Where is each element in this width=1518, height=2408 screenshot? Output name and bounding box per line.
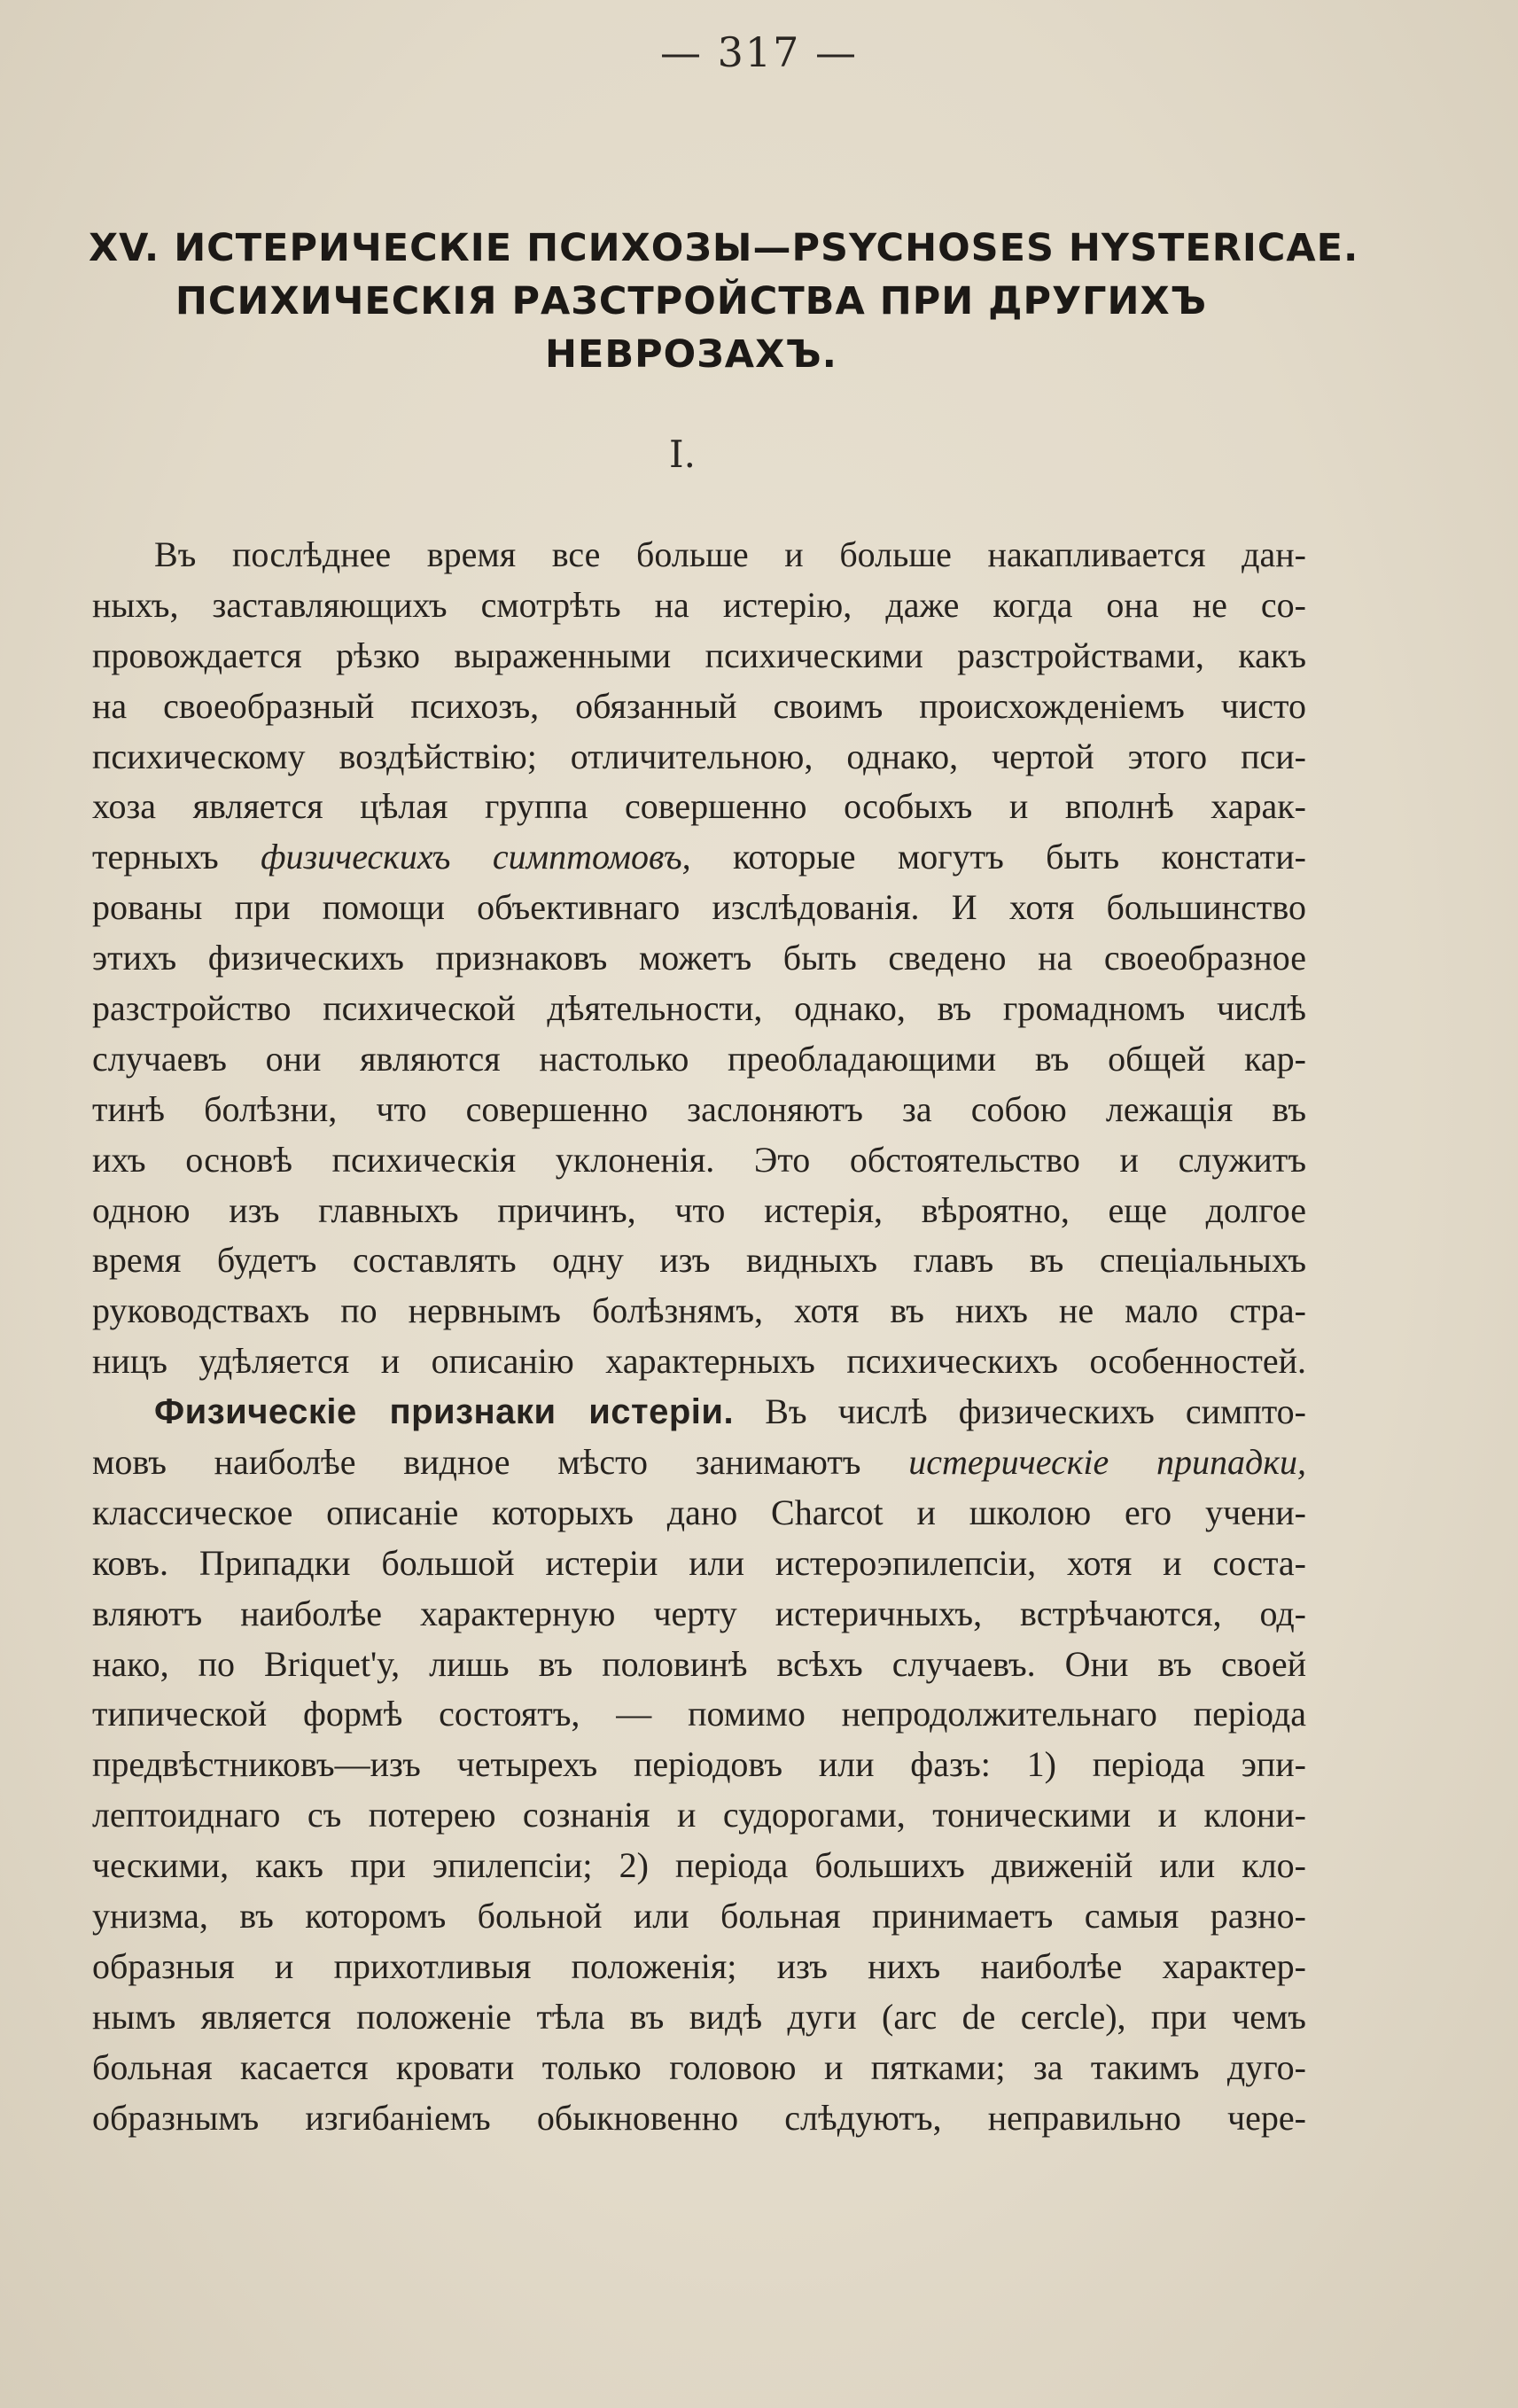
text-line: классическое описаніе которыхъ дано Charcot и школою его учени-	[92, 1492, 1306, 1532]
chapter-heading-line: ПСИХИЧЕСКІЯ РАЗСТРОЙСТВА ПРИ ДРУГИХЪ	[175, 279, 1208, 323]
chapter-heading	[89, 222, 1359, 381]
text-segment: которые могутъ быть констати-	[733, 837, 1306, 877]
text-line	[92, 1438, 1306, 1488]
text-line: одною изъ главныхъ причинъ, что истерія, вѣроятно, еще долгое	[92, 1189, 1306, 1230]
text-line	[92, 832, 1306, 883]
text-line: тинѣ болѣзни, что совершенно заслоняютъ за собою лежащія въ	[92, 1088, 1306, 1129]
text-segment: мовъ наиболѣе видное мѣсто занимаютъ	[92, 1442, 861, 1483]
text-line: провождается рѣзко выраженными психическими разстройствами, какъ	[92, 635, 1306, 675]
text-line: время будетъ составлять одну изъ видныхъ главъ въ спеціальныхъ	[92, 1240, 1306, 1281]
chapter-heading-line: НЕВРОЗАХЪ.	[545, 332, 837, 377]
page-number: — 317 —	[659, 28, 859, 76]
text-line: унизма, въ которомъ больной или больная принимаетъ самыя разно-	[92, 1896, 1306, 1937]
text-line: ческими, какъ при эпилепсіи; 2) періода большихъ движеній или кло-	[92, 1845, 1306, 1886]
emphasis-hysterical-fits: истерическіе припадки,	[908, 1442, 1306, 1483]
text-line: больная касается кровати только головою и пятками; за такимъ дуго-	[92, 2046, 1306, 2087]
text-line: на своеобразный психозъ, обязанный своимъ происхожденіемъ чисто	[92, 685, 1306, 726]
text-line: образнымъ изгибаніемъ обыкновенно слѣдуютъ, неправильно чере-	[92, 2097, 1306, 2138]
body-text	[92, 530, 1306, 2144]
text-line: нымъ является положеніе тѣла въ видѣ дуги (arc de cercle), при чемъ	[92, 1996, 1306, 2037]
text-line: рованы при помощи объективнаго изслѣдованія. И хотя большинство	[92, 887, 1306, 928]
text-line: разстройство психической дѣятельности, однако, въ громадномъ числѣ	[92, 988, 1306, 1029]
text-line: Въ послѣднее время все больше и больше накапливается дан-	[154, 534, 1306, 574]
text-line: руководствахъ по нервнымъ болѣзнямъ, хотя въ нихъ не мало стра-	[92, 1290, 1306, 1331]
run-in-heading: Физическіе признаки истеріи.	[154, 1392, 735, 1432]
text-line: ковъ. Припадки большой истеріи или истероэпилепсіи, хотя и соста-	[92, 1542, 1306, 1583]
section-numeral: I.	[669, 433, 696, 476]
text-segment: Въ числѣ физическихъ симпто-	[765, 1391, 1306, 1432]
text-line: ихъ основѣ психическія уклоненія. Это обстоятельство и служитъ	[92, 1139, 1306, 1180]
text-line: ныхъ, заставляющихъ смотрѣть на истерію, даже когда она не со-	[92, 584, 1306, 625]
text-line: случаевъ они являются настолько преобладающими въ общей кар-	[92, 1038, 1306, 1079]
text-line: предвѣстниковъ—изъ четырехъ періодовъ или фазъ: 1) періода эпи-	[92, 1744, 1306, 1785]
text-line: ницъ удѣляется и описанію характерныхъ психическихъ особенностей.	[92, 1341, 1306, 1382]
text-line: хоза является цѣлая группа совершенно особыхъ и вполнѣ харак-	[92, 786, 1306, 827]
text-line: психическому воздѣйствію; отличительною, однако, чертой этого пси-	[92, 736, 1306, 776]
text-line: этихъ физическихъ признаковъ можетъ быть сведено на своеобразное	[92, 938, 1306, 978]
text-line: лептоиднаго съ потерею сознанія и судорогами, тоническими и клони-	[92, 1795, 1306, 1835]
text-line	[92, 1387, 1306, 1438]
emphasis-physical-symptoms: физическихъ симптомовъ,	[261, 837, 691, 877]
text-line: вляютъ наиболѣе характерную черту истеричныхъ, встрѣчаются, од-	[92, 1593, 1306, 1633]
text-line: типической формѣ состоятъ, — помимо непродолжительнаго періода	[92, 1694, 1306, 1734]
chapter-heading-line: XV. ИСТЕРИЧЕСКІЕ ПСИХОЗЫ—PSYCHOSES HYSTERICAE.	[89, 226, 1359, 270]
text-line: образныя и прихотливыя положенія; изъ нихъ наиболѣе характер-	[92, 1945, 1306, 1986]
text-segment: терныхъ	[92, 837, 219, 877]
text-line: нако, по Briquet'у, лишь въ половинѣ всѣхъ случаевъ. Они въ своей	[92, 1643, 1306, 1684]
